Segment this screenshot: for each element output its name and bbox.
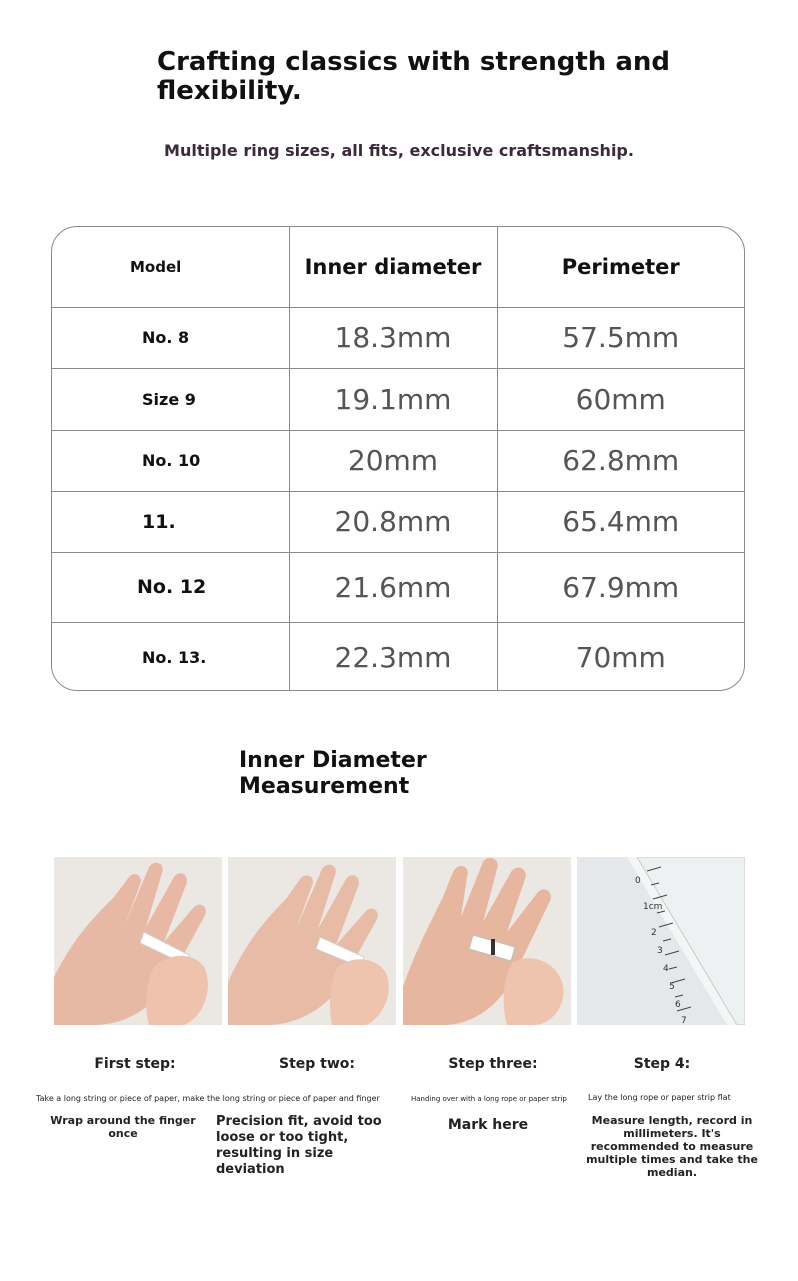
table-row — [52, 307, 744, 368]
table-row — [52, 552, 744, 622]
ruler-illustration — [577, 857, 745, 1025]
ring-size-table — [51, 226, 745, 691]
step3-caption: Handing over with a long rope or paper strip — [411, 1095, 567, 1103]
hand-mark-illustration — [403, 857, 571, 1025]
perimeter-cell: 67.9mm — [497, 552, 744, 622]
model-cell: 11. — [52, 491, 289, 552]
step3-label: Step three: — [448, 1056, 538, 1072]
step1-hand-photo — [54, 857, 222, 1025]
step4-description: Measure length, record in millimeters. It's recommended to measure multiple times and take the median. — [586, 1114, 758, 1179]
page-title: Crafting classics with strength and flexibility. — [157, 47, 671, 106]
table-row — [52, 430, 744, 491]
ruler-tick-label: 1cm — [643, 902, 663, 912]
ruler-tick-label: 6 — [675, 1000, 681, 1010]
step4-label: Step 4: — [633, 1056, 691, 1072]
model-cell: No. 12 — [52, 552, 289, 622]
perimeter-cell: 57.5mm — [497, 307, 744, 368]
perimeter-cell: 65.4mm — [497, 491, 744, 552]
model-cell: Size 9 — [52, 368, 289, 430]
perimeter-cell: 62.8mm — [497, 430, 744, 491]
step1-caption: Take a long string or piece of paper, make the long string or piece of paper and finger — [36, 1094, 380, 1103]
hand-wrap-illustration — [54, 857, 222, 1025]
ruler-tick-label: 5 — [669, 982, 675, 992]
ruler-tick-label: 0 — [635, 876, 641, 886]
inner-diameter-cell: 19.1mm — [289, 368, 497, 430]
measurement-title: Inner Diameter Measurement — [239, 748, 427, 799]
header-inner-diameter: Inner diameter — [289, 227, 497, 307]
step2-description: Precision fit, avoid too loose or too tight, resulting in size deviation — [216, 1114, 382, 1177]
step4-ruler-photo — [577, 857, 745, 1025]
perimeter-cell: 60mm — [497, 368, 744, 430]
inner-diameter-cell: 20.8mm — [289, 491, 497, 552]
table-header-row — [52, 227, 744, 307]
model-cell: No. 8 — [52, 307, 289, 368]
perimeter-cell: 70mm — [497, 622, 744, 691]
ruler-tick-label: 2 — [651, 928, 657, 938]
step1-description: Wrap around the finger once — [50, 1114, 196, 1140]
inner-diameter-cell: 20mm — [289, 430, 497, 491]
inner-diameter-cell: 21.6mm — [289, 552, 497, 622]
header-model: Model — [52, 227, 289, 307]
inner-diameter-cell: 18.3mm — [289, 307, 497, 368]
header-perimeter: Perimeter — [497, 227, 744, 307]
model-cell: No. 10 — [52, 430, 289, 491]
page-subtitle: Multiple ring sizes, all fits, exclusive craftsmanship. — [164, 141, 634, 160]
step2-hand-photo — [228, 857, 396, 1025]
step2-label: Step two: — [278, 1056, 355, 1072]
model-cell: No. 13. — [52, 622, 289, 691]
ruler-tick-label: 4 — [663, 964, 669, 974]
inner-diameter-cell: 22.3mm — [289, 622, 497, 691]
table-row — [52, 368, 744, 430]
table-row — [52, 622, 744, 691]
table-row — [52, 491, 744, 552]
step3-description: Mark here — [447, 1117, 529, 1133]
ruler-tick-label: 3 — [657, 946, 663, 956]
step1-label: First step: — [94, 1056, 176, 1072]
hand-fit-illustration — [228, 857, 396, 1025]
step4-caption: Lay the long rope or paper strip flat — [588, 1093, 731, 1102]
ruler-tick-label: 7 — [681, 1016, 687, 1025]
step3-hand-photo — [403, 857, 571, 1025]
